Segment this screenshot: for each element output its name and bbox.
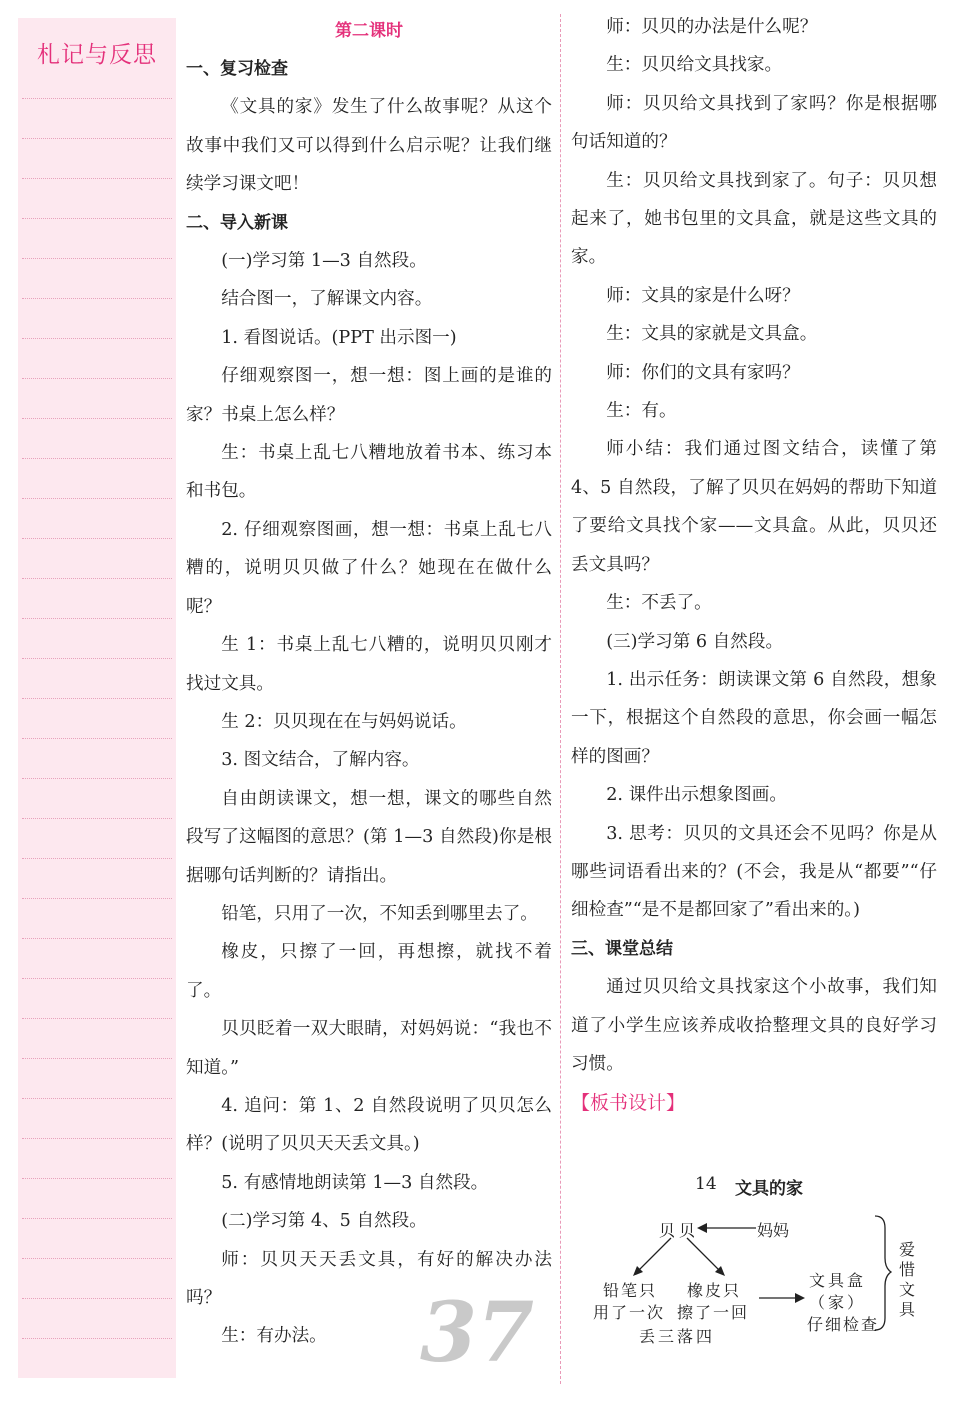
paragraph: 结合图一，了解课文内容。 xyxy=(221,289,433,310)
paragraph: 生：有。 xyxy=(606,401,677,422)
ruled-line xyxy=(22,1098,172,1099)
ruled-line xyxy=(22,1338,172,1339)
ruled-line xyxy=(22,698,172,699)
board-arrows xyxy=(571,1168,937,1368)
paragraph: 仔细观察图一，想一想：图上画的是谁的家？书桌上怎么样？ xyxy=(186,366,552,425)
ruled-line xyxy=(22,458,172,459)
ruled-line xyxy=(22,658,172,659)
paragraph: 生：贝贝给文具找家。 xyxy=(606,55,783,76)
ruled-line xyxy=(22,618,172,619)
ruled-line xyxy=(22,978,172,979)
ruled-line xyxy=(22,1218,172,1219)
ruled-line xyxy=(22,138,172,139)
paragraph: 生 2：贝贝现在在与妈妈说话。 xyxy=(221,711,467,732)
board-lost: 丢三落四 xyxy=(639,1327,716,1346)
paragraph: (二)学习第 4、5 自然段。 xyxy=(221,1211,427,1232)
ruled-line xyxy=(22,418,172,419)
paragraph: 2. 仔细观察图画，想一想：书桌上乱七八糟的，说明贝贝做了什么？她现在在做什么呢？ xyxy=(186,519,552,617)
paragraph: 生：文具的家就是文具盒。 xyxy=(606,324,818,345)
paragraph: 3. 图文结合，了解内容。 xyxy=(221,750,420,771)
notes-sidebar xyxy=(18,18,176,1378)
board-eraser: 橡皮只 xyxy=(687,1281,742,1300)
ruled-line xyxy=(22,378,172,379)
board-care: 爱惜文具 xyxy=(899,1240,916,1319)
paragraph: 2. 课件出示想象图画。 xyxy=(606,785,787,806)
section-heading: 二、导入新课 xyxy=(186,212,288,233)
ruled-line xyxy=(22,178,172,179)
ruled-line xyxy=(22,898,172,899)
column-divider xyxy=(560,14,561,1384)
blackboard-design xyxy=(571,1168,937,1368)
section-heading: 三、课堂总结 xyxy=(571,938,673,959)
ruled-line xyxy=(22,578,172,579)
ruled-line xyxy=(22,338,172,339)
left-column xyxy=(186,12,552,1356)
paragraph: 4. 追问：第 1、2 自然段说明了贝贝怎么样？(说明了贝贝天天丢文具。) xyxy=(186,1095,552,1155)
paragraph: (三)学习第 6 自然段。 xyxy=(606,631,784,652)
paragraph: 铅笔，只用了一次，不知丢到哪里去了。 xyxy=(221,903,538,924)
right-column xyxy=(571,8,937,1123)
ruled-line xyxy=(22,738,172,739)
board-title-number: 14 xyxy=(695,1174,717,1194)
paragraph: 通过贝贝给文具找家这个小故事，我们知道了小学生应该养成收拾整理文具的良好学习习惯。 xyxy=(571,977,937,1074)
paragraph: 5. 有感情地朗读第 1—3 自然段。 xyxy=(221,1172,489,1193)
paragraph: (一)学习第 1—3 自然段。 xyxy=(221,251,427,272)
paragraph: 师：贝贝天天丢文具，有好的解决办法吗？ xyxy=(186,1249,552,1308)
board-mama: 妈妈 xyxy=(757,1221,790,1240)
section-heading: 一、复习检查 xyxy=(186,59,288,79)
ruled-line xyxy=(22,1258,172,1259)
paragraph: 橡皮，只擦了一回，再想擦，就找不着了。 xyxy=(186,942,552,1001)
paragraph: 1. 出示任务：朗读课文第 6 自然段，想象一下，根据这个自然段的意思，你会画一幅怎样的图画？ xyxy=(571,669,937,767)
ruled-line xyxy=(22,938,172,939)
lesson-title: 第二课时 xyxy=(335,21,403,41)
board-box: 文具盒 xyxy=(809,1271,867,1290)
paragraph: 自由朗读课文，想一想，课文的哪些自然段写了这幅图的意思？(第 1—3 自然段)你是根据哪句话判断的？请指出。 xyxy=(186,788,552,886)
paragraph: 生 1：书桌上乱七八糟的，说明贝贝刚才找过文具。 xyxy=(186,635,552,694)
board-rubbed-once: 擦了一回 xyxy=(677,1303,750,1322)
board-home: （家） xyxy=(809,1293,867,1312)
paragraph: 1. 看图说话。(PPT 出示图一) xyxy=(221,327,457,348)
paragraph: 师：你们的文具有家吗？ xyxy=(606,362,800,383)
ruled-line xyxy=(22,1018,172,1019)
ruled-line xyxy=(22,218,172,219)
ruled-line xyxy=(22,1178,172,1179)
ruled-line xyxy=(22,298,172,299)
ruled-line xyxy=(22,778,172,779)
ruled-line xyxy=(22,98,172,99)
paragraph: 生：书桌上乱七八糟地放着书本、练习本和书包。 xyxy=(186,443,552,502)
board-title: 文具的家 xyxy=(735,1179,803,1199)
paragraph: 生：不丢了。 xyxy=(606,593,712,614)
paragraph: 师：文具的家是什么呀？ xyxy=(606,285,800,306)
paragraph: 贝贝眨着一双大眼睛，对妈妈说：“我也不知道。” xyxy=(186,1019,552,1078)
ruled-line xyxy=(22,1058,172,1059)
ruled-line xyxy=(22,1298,172,1299)
ruled-line xyxy=(22,538,172,539)
paragraph: 师：贝贝给文具找到了家吗？你是根据哪句话知道的？ xyxy=(571,93,937,153)
paragraph: 生：有办法。 xyxy=(221,1326,327,1347)
board-beibei: 贝贝 xyxy=(659,1221,700,1240)
paragraph: 《文具的家》发生了什么故事呢？从这个故事中我们又可以得到什么启示呢？让我们继续学习课文吧！ xyxy=(186,97,552,195)
section-heading: 【板书设计】 xyxy=(571,1092,686,1115)
sidebar-title: 札记与反思 xyxy=(37,42,157,68)
right-column-content xyxy=(571,8,937,1123)
ruled-line xyxy=(22,498,172,499)
ruled-line xyxy=(22,258,172,259)
page-number: 37 xyxy=(420,1285,535,1381)
paragraph: 师：贝贝的办法是什么呢？ xyxy=(606,17,818,37)
ruled-line xyxy=(22,858,172,859)
paragraph: 3. 思考：贝贝的文具还会不见吗？你是从哪些词语看出来的？(不会，我是从“都要”“仔细检查”“是不是都回家了”看出来的。) xyxy=(571,823,937,921)
paragraph: 师小结：我们通过图文结合，读懂了第 4、5 自然段，了解了贝贝在妈妈的帮助下知道了要给文具找个家——文具盒。从此，贝贝还丢文具吗？ xyxy=(571,439,937,575)
ruled-line xyxy=(22,818,172,819)
board-used-once: 用了一次 xyxy=(593,1303,666,1322)
ruled-line xyxy=(22,1138,172,1139)
board-check: 仔细检查 xyxy=(807,1315,880,1334)
left-column-content xyxy=(186,50,552,1356)
board-pencil: 铅笔只 xyxy=(603,1281,658,1300)
paragraph: 生：贝贝给文具找到家了。句子：贝贝想起来了，她书包里的文具盒，就是这些文具的家。 xyxy=(571,170,937,268)
